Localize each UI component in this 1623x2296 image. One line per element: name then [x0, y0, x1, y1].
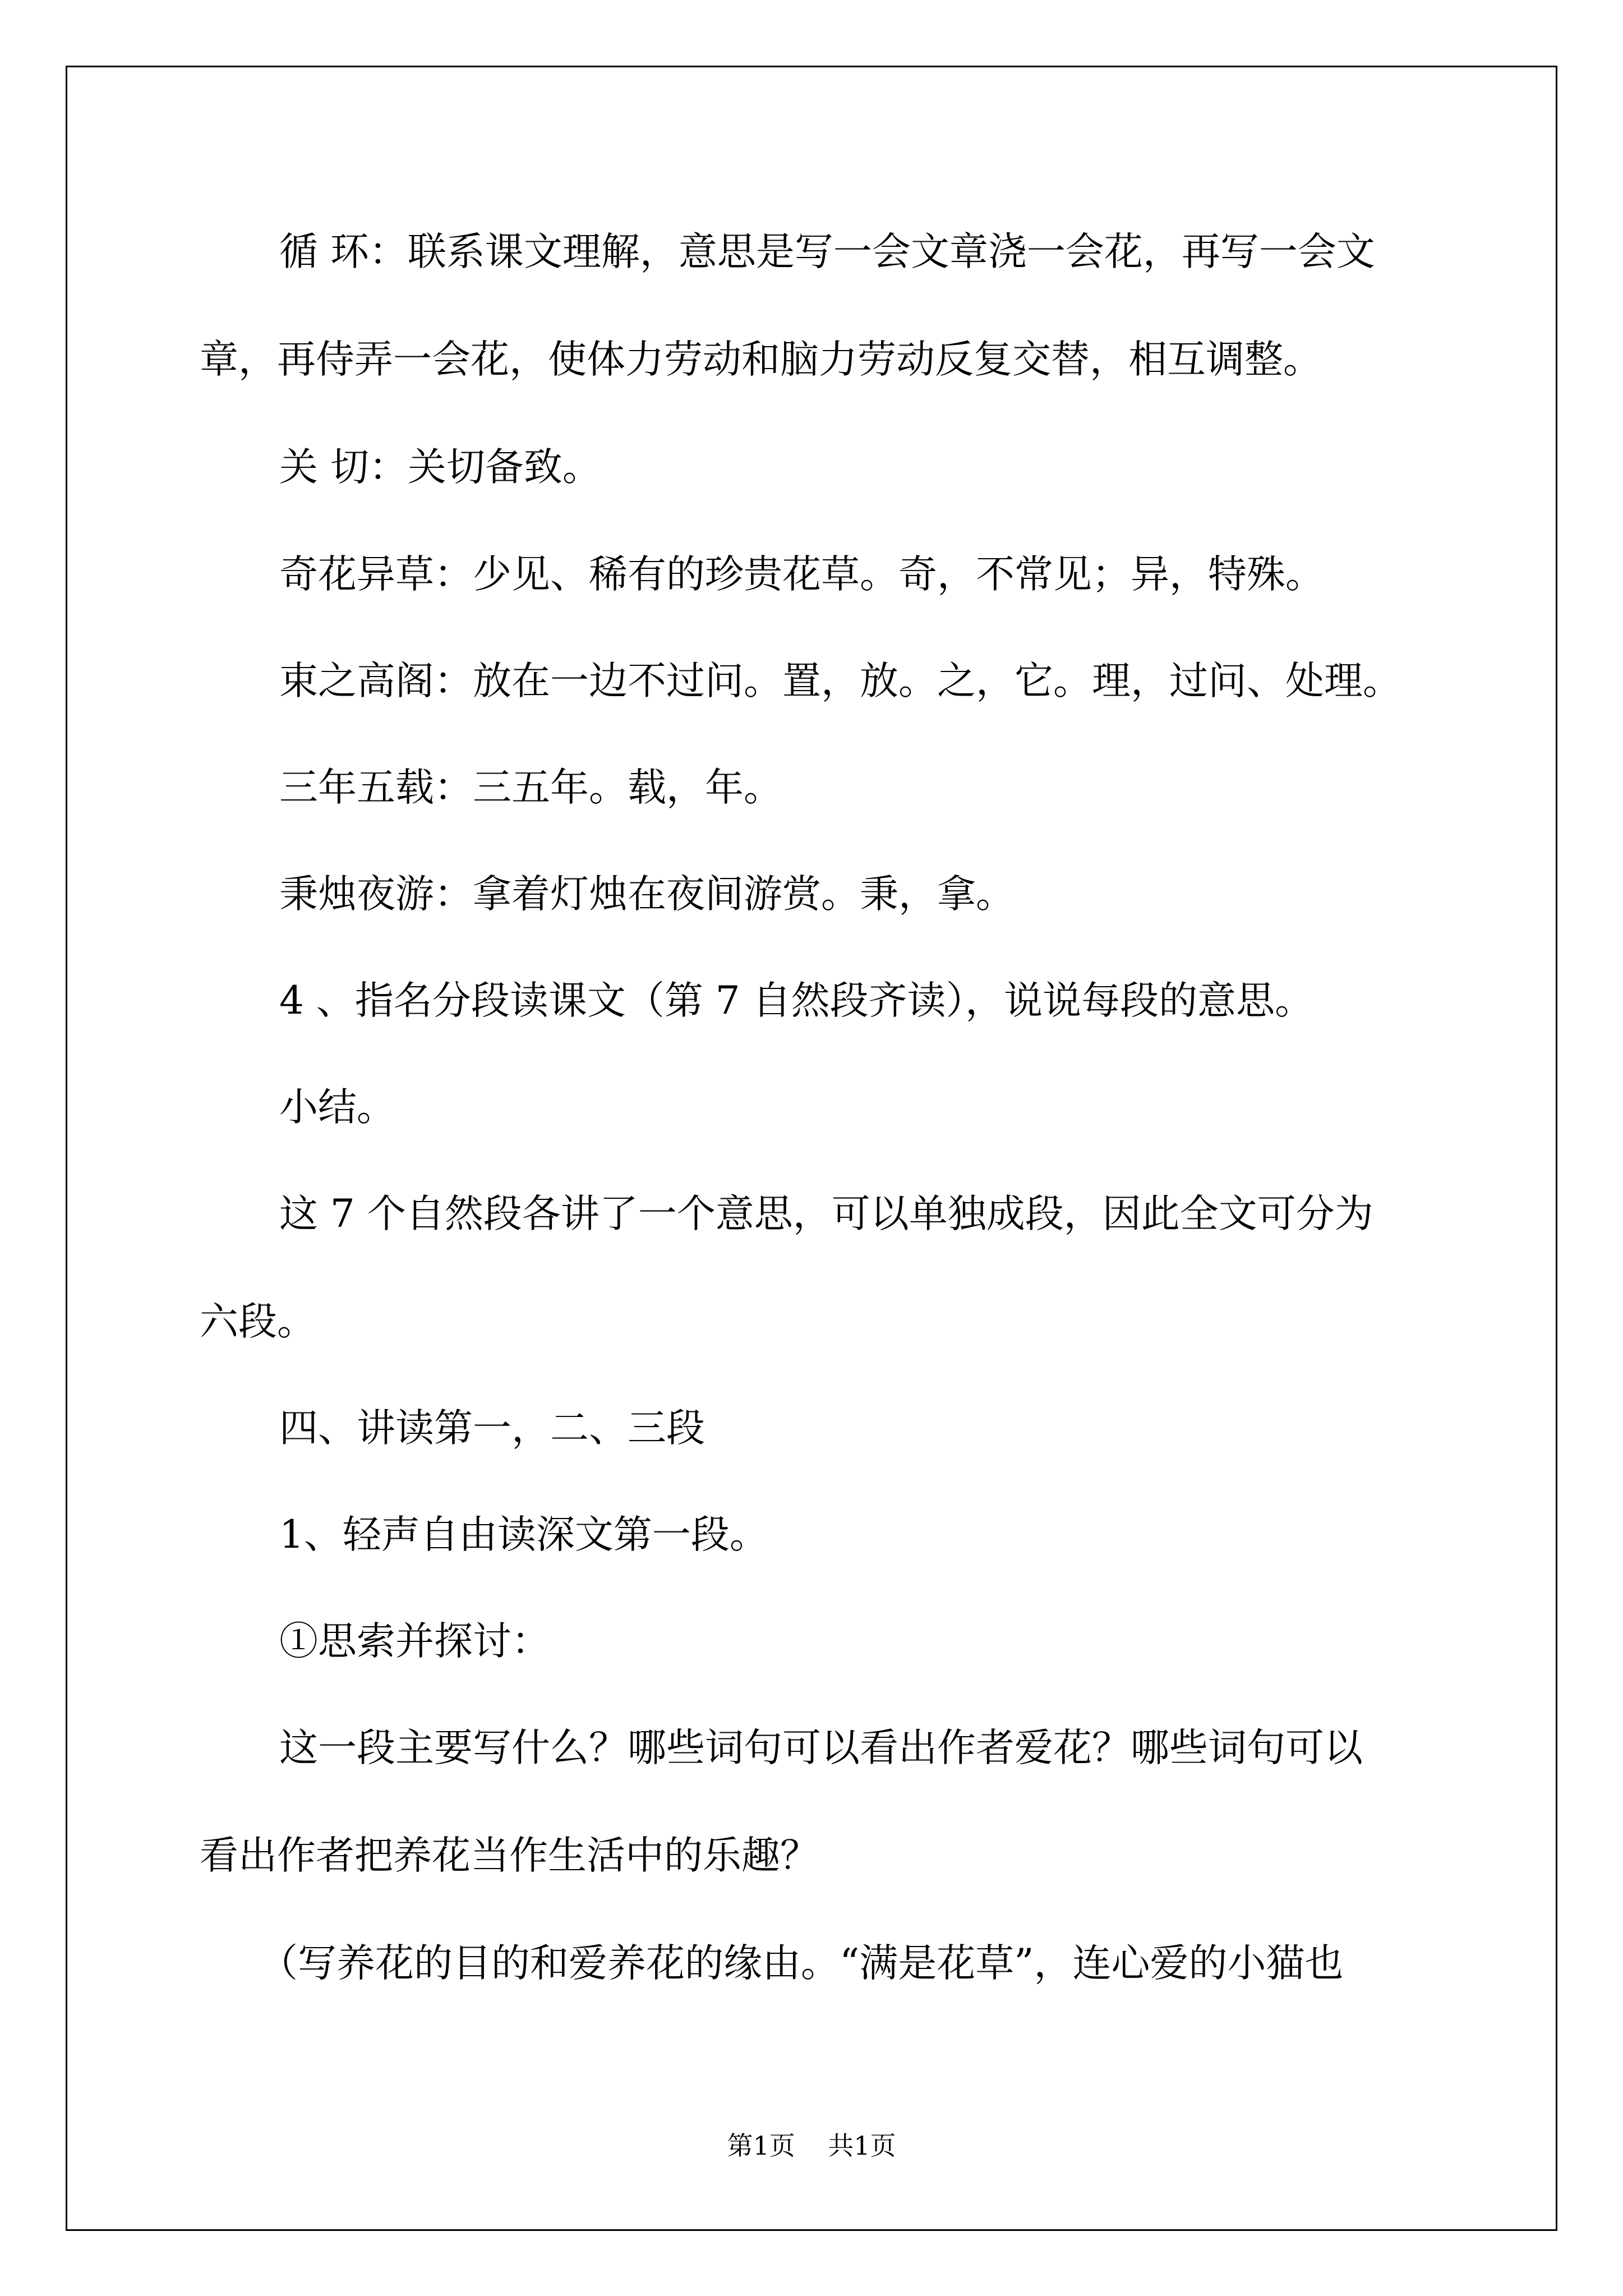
text-line: 章，再侍弄一会花，使体力劳动和脑力劳动反复交替，相互调整。	[200, 337, 1322, 382]
text-line: 这 7 个自然段各讲了一个意思，可以单独成段，因此全文可分为	[279, 1191, 1373, 1236]
text-line: 三年五载：三五年。载，年。	[279, 765, 782, 810]
text-line: 关 切：关切备致。	[279, 445, 601, 490]
text-line: 看出作者把养花当作生活中的乐趣？	[200, 1833, 819, 1878]
text-line: 四、讲读第一，二、三段	[279, 1406, 705, 1451]
text-line: 4 、指名分段读课文（第 7 自然段齐读），说说每段的意思。	[279, 978, 1314, 1023]
text-line: ①思索并探讨：	[279, 1619, 550, 1664]
text-line: 秉烛夜游：拿着灯烛在夜间游赏。秉，拿。	[279, 872, 1015, 917]
text-line: 奇花异草：少见、稀有的珍贵花草。奇，不常见；异，特殊。	[279, 552, 1324, 597]
page-footer: 第1页 共1页	[727, 2131, 896, 2161]
text-line: 小结。	[279, 1085, 395, 1130]
text-line: 循 环：联系课文理解，意思是写一会文章浇一会花，再写一会文	[279, 229, 1375, 274]
text-line: 束之高阁：放在一边不过问。置，放。之，它。理，过问、处理。	[279, 659, 1401, 703]
text-line: 这一段主要写什么？哪些词句可以看出作者爱花？哪些词句可以	[279, 1726, 1363, 1770]
text-line: 六段。	[200, 1299, 316, 1344]
text-line: 1、轻声自由读深文第一段。	[279, 1512, 768, 1557]
text-line: （写养花的目的和爱养花的缘由。“满是花草”，连心爱的小猫也	[259, 1941, 1344, 1986]
